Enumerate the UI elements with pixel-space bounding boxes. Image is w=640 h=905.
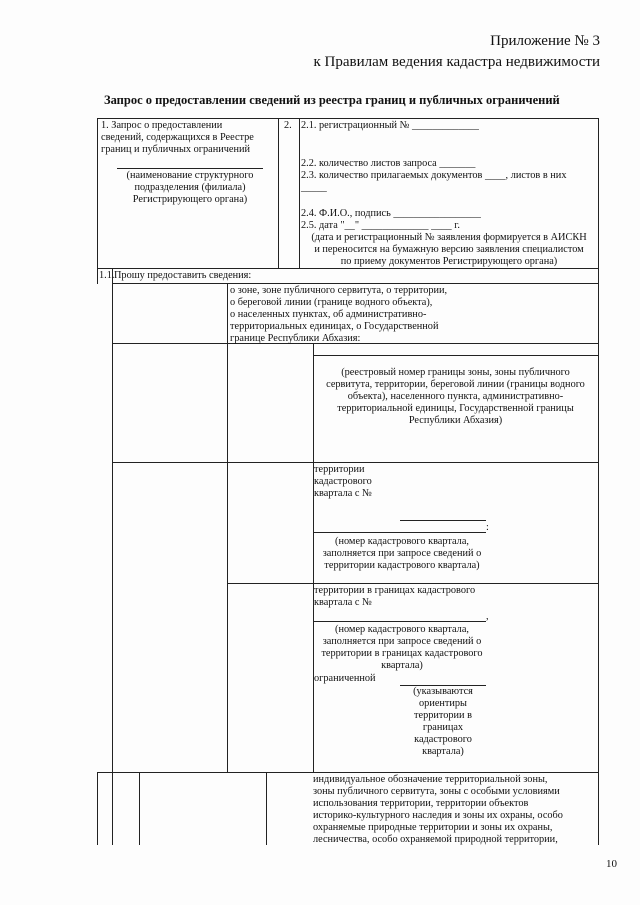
reg-number-field[interactable]: 2.1. регистрационный № _____________ — [301, 120, 479, 131]
blank-line[interactable] — [117, 168, 263, 169]
registry-caption: территориальной единицы, Государственной границы — [337, 403, 574, 414]
registry-caption: (реестровый номер границы зоны, зоны публичного — [341, 367, 570, 378]
individual-text: лесничества, особо охраняемой природной территории, — [313, 834, 558, 845]
appendix-label: Приложение № 3 — [490, 33, 600, 49]
docs-count-field[interactable]: 2.3. количество прилагаемых документов ____, листов в них — [301, 170, 567, 181]
limited-label: ограниченной — [314, 673, 376, 684]
about-text: границе Республики Абхазия: — [230, 333, 361, 344]
column-divider — [266, 772, 267, 845]
section2-note: и переносится на бумажную версию заявления специалистом — [314, 244, 584, 255]
within-caption: (номер кадастрового квартала, — [335, 624, 469, 635]
landmarks-caption: (указываются — [413, 686, 473, 697]
page-number: 10 — [606, 858, 617, 870]
section1-caption: подразделения (филиала) — [134, 182, 246, 193]
sheets-count-field[interactable]: 2.2. количество листов запроса _______ — [301, 158, 476, 169]
date-field[interactable]: 2.5. дата "__" _____________ ____ г. — [301, 220, 460, 231]
column-divider — [112, 268, 113, 845]
row11-num: 1.1. — [99, 270, 115, 281]
within-caption: квартала) — [381, 660, 423, 671]
within-number-blank[interactable] — [314, 621, 486, 622]
docs-count-cont[interactable]: _____ — [301, 182, 327, 193]
individual-text: использования территории, территории объектов — [313, 798, 529, 809]
about-text: о береговой линии (границе водного объекта), — [230, 297, 433, 308]
individual-text: историко-культурного наследия и зоны их охраны, особо — [313, 810, 563, 821]
page-title: Запрос о предоставлении сведений из реестра границ и публичных ограничений — [104, 93, 560, 107]
quarter-caption: (номер кадастрового квартала, — [335, 536, 469, 547]
landmarks-caption: границах — [422, 722, 464, 733]
rules-label: к Правилам ведения кадастра недвижимости — [313, 54, 600, 70]
about-text: о населенных пунктах, об административно- — [230, 309, 427, 320]
table-border — [598, 118, 599, 845]
registry-caption: сервитута, территории, береговой линии (границы водного — [326, 379, 585, 390]
landmarks-caption: квартала) — [422, 746, 464, 757]
registry-caption: Республики Абхазия) — [408, 415, 503, 426]
quarter-text: квартала с № — [314, 488, 372, 499]
quarter-text: кадастрового — [314, 476, 372, 487]
quarter-number-blank[interactable] — [400, 520, 486, 521]
fio-signature-field[interactable]: 2.4. Ф.И.О., подпись _________________ — [301, 208, 481, 219]
section1-line: 1. Запрос о предоставлении — [101, 120, 223, 131]
quarter-text: территории — [314, 464, 365, 475]
row-divider — [97, 772, 599, 773]
row-divider — [313, 355, 599, 356]
section1-caption: Регистрирующего органа) — [132, 194, 248, 205]
within-text: территории в границах кадастрового — [314, 585, 476, 596]
registry-caption: объекта), населенного пункта, административно- — [347, 391, 564, 402]
table-border — [97, 118, 599, 119]
table-border — [97, 118, 98, 284]
within-comma: , — [486, 611, 489, 622]
within-caption: заполняется при запросе сведений о — [322, 636, 482, 647]
landmarks-caption: территории в — [414, 710, 472, 721]
row-divider — [112, 283, 599, 284]
section1-line: сведений, содержащихся в Реестре — [101, 132, 254, 143]
individual-text: индивидуальное обозначение территориальной зоны, — [313, 774, 548, 785]
individual-text: охраняемые природные территории и зоны их охраны, — [313, 822, 553, 833]
within-text: квартала с № — [314, 597, 372, 608]
about-text: о зоне, зоне публичного сервитута, о территории, — [230, 285, 448, 296]
about-text: территориальных единицах, о Государственной — [230, 321, 439, 332]
quarter-number-blank[interactable] — [314, 532, 486, 533]
column-divider — [97, 772, 98, 845]
section1-line: границ и публичных ограничений — [101, 144, 251, 155]
section1-caption: (наименование структурного — [126, 170, 254, 181]
section2-num: 2. — [284, 120, 292, 131]
quarter-caption: территории кадастрового квартала) — [324, 560, 480, 571]
row-divider — [227, 583, 599, 584]
row11-label: Прошу предоставить сведения: — [114, 270, 252, 281]
column-divider — [139, 772, 140, 845]
section2-note: (дата и регистрационный № заявления формируется в АИСКН — [311, 232, 587, 243]
section2-note: по приему документов Регистрирующего органа) — [340, 256, 558, 267]
within-caption: территории в границах кадастрового — [321, 648, 483, 659]
individual-text: зоны публичного сервитута, зоны с особыми условиями — [313, 786, 560, 797]
quarter-colon: : — [486, 522, 489, 533]
row-divider — [112, 462, 599, 463]
landmarks-caption: кадастрового — [414, 734, 472, 745]
column-divider — [227, 283, 228, 772]
landmarks-caption: ориентиры — [419, 698, 467, 709]
quarter-caption: заполняется при запросе сведений о — [322, 548, 482, 559]
